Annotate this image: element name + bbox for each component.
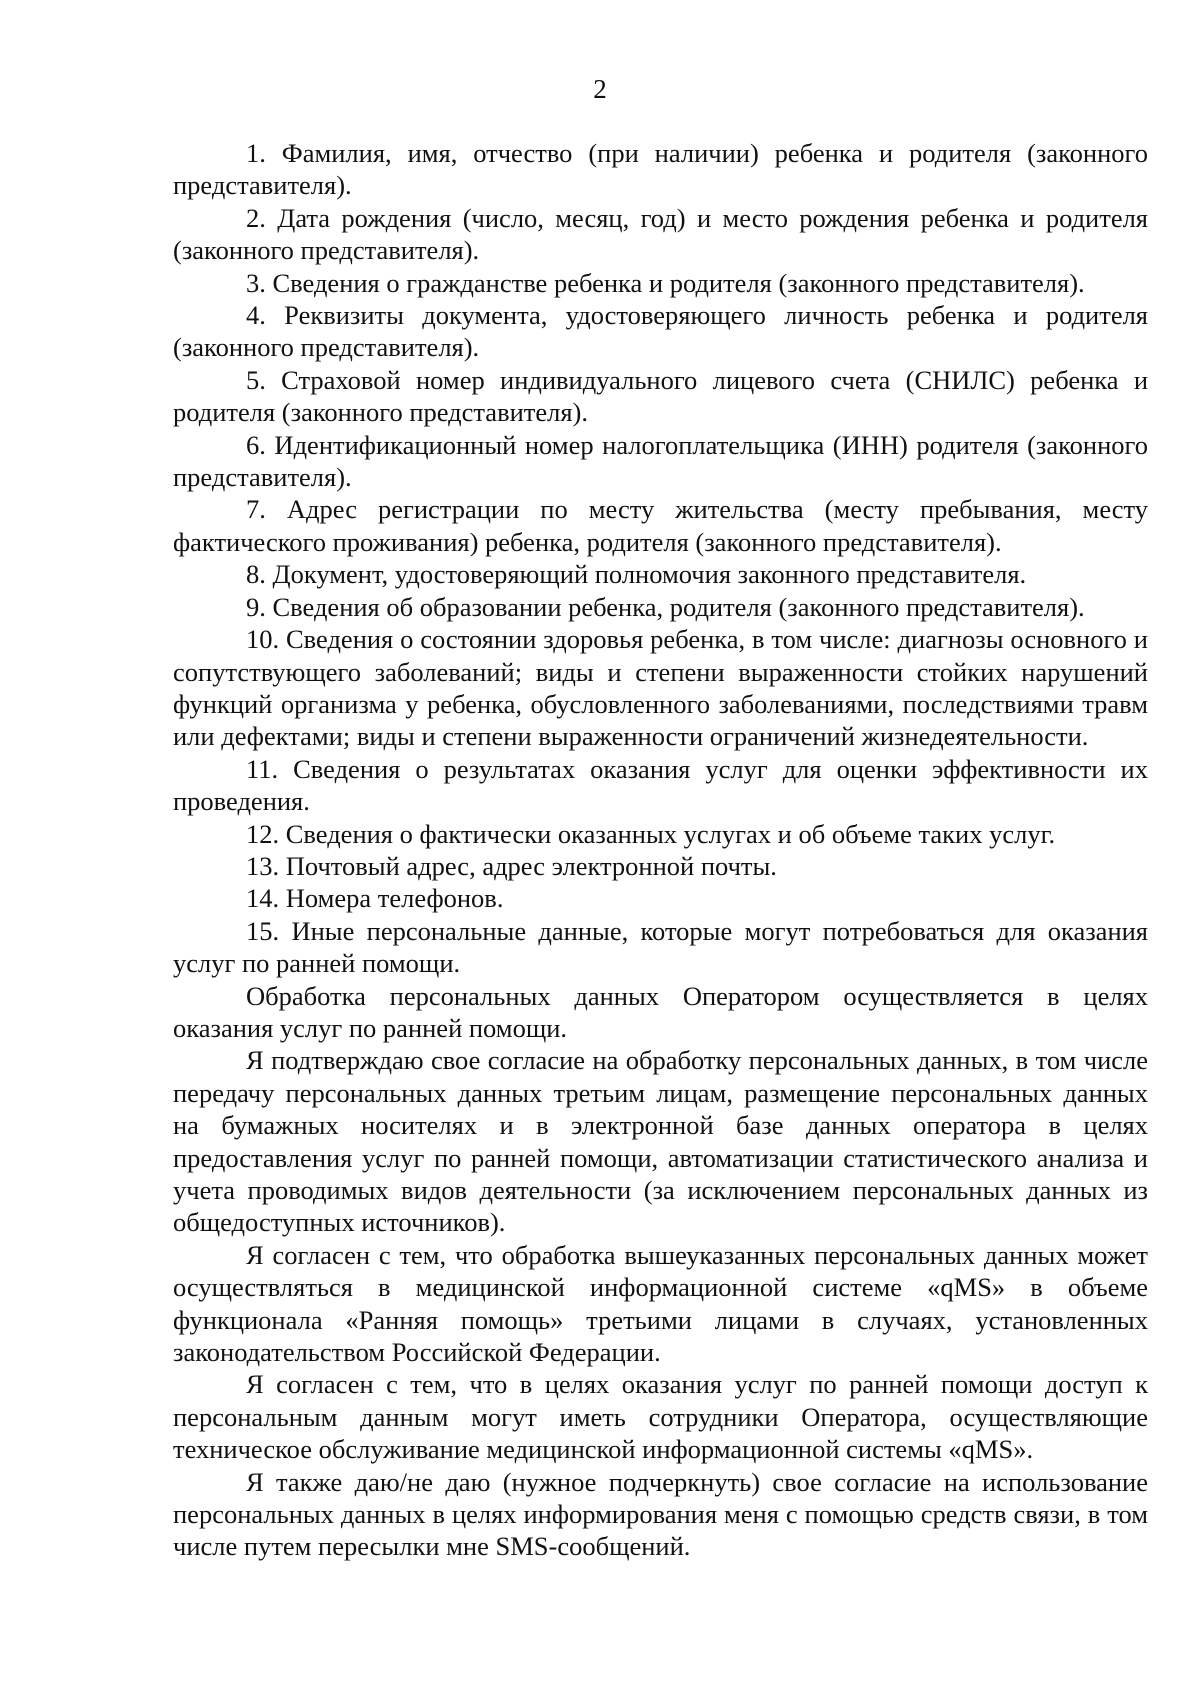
list-item-4: 4. Реквизиты документа, удостоверяющего личность ребенка и родителя (законного представителя). [173,300,1148,363]
list-item-1: 1. Фамилия, имя, отчество (при наличии) ребенка и родителя (законного представителя). [173,138,1148,201]
sms-consent-paragraph: Я также даю/не даю (нужное подчеркнуть) свое согласие на использование персональных данных в целях информирования меня с помощью средств связи, в том числе путем пересылки мне SMS-сообщений. [173,1466,1148,1562]
operator-access-paragraph: Я согласен с тем, что в целях оказания услуг по ранней помощи доступ к персональным данным могут иметь сотрудники Оператора, осуществляющие техническое обслуживание медицинской информационной системы «qMS». [173,1369,1148,1465]
list-item-14: 14. Номера телефонов. [246,883,504,914]
list-item-2: 2. Дата рождения (число, месяц, год) и место рождения ребенка и родителя (законного представителя). [173,202,1148,266]
list-item-12: 12. Сведения о фактически оказанных услугах и об объеме таких услуг. [246,818,1056,849]
list-item-15: 15. Иные персональные данные, которые могут потребоваться для оказания услуг по ранней помощи. [173,915,1148,979]
list-item-5: 5. Страховой номер индивидуального лицевого счета (СНИЛС) ребенка и родителя (законного представителя). [173,364,1148,428]
processing-purpose-paragraph: Обработка персональных данных Оператором осуществляется в целях оказания услуг по ранней помощи. [173,980,1148,1043]
list-item-13: 13. Почтовый адрес, адрес электронной почты. [246,850,777,881]
list-item-9: 9. Сведения об образовании ребенка, родителя (законного представителя). [246,591,1085,622]
qms-processing-paragraph: Я согласен с тем, что обработка вышеуказанных персональных данных может осуществляться в медицинской информационной системе «qMS» в объеме функционала «Ранняя помощь» третьими лицами в случаях, установленных законодательством Российской Федерации. [173,1239,1148,1368]
list-item-6: 6. Идентификационный номер налогоплательщика (ИНН) родителя (законного представителя). [173,429,1148,493]
consent-confirmation-paragraph: Я подтверждаю свое согласие на обработку персональных данных, в том числе передачу персональных данных третьим лицам, размещение персональных данных на бумажных носителях и в электронной базе данных оператора в целях предоставления услуг по ранней помощи, автоматизации статистического анализа и учета проводимых видов деятельности (за исключением персональных данных из общедоступных источников). [173,1045,1148,1238]
list-item-11: 11. Сведения о результатах оказания услуг для оценки эффективности их проведения. [173,753,1148,817]
list-item-10: 10. Сведения о состоянии здоровья ребенка, в том числе: диагнозы основного и сопутствующего заболеваний; виды и степени выраженности стойких нарушений функций организма у ребенка, обусловленного заболеваниями, последствиями травм или дефектами; виды и степени выраженности ограничений жизнедеятельности. [173,624,1148,752]
document-body [173,137,1148,1563]
list-item-7: 7. Адрес регистрации по месту жительства (месту пребывания, месту фактического проживания) ребенка, родителя (законного представителя). [173,494,1148,557]
list-item-8: 8. Документ, удостоверяющий полномочия законного представителя. [246,559,1027,590]
list-item-3: 3. Сведения о гражданстве ребенка и родителя (законного представителя). [246,267,1085,298]
page-number: 2 [593,74,607,104]
